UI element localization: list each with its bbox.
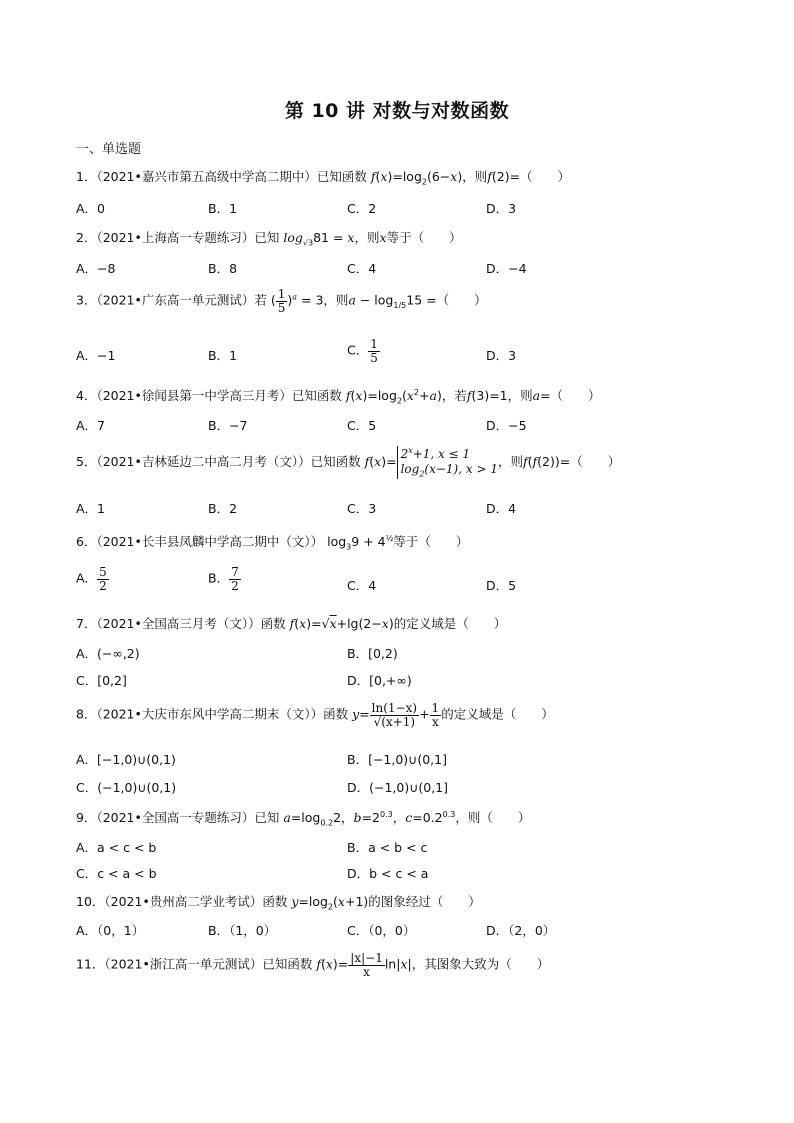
option: D．3 — [486, 201, 517, 216]
question-stem: 9．（2021•全国高一专题练习）已知 — [76, 810, 280, 825]
option: B．1 — [208, 201, 238, 216]
question-stem: 5．（2021•吉林延边二中高二月考（文））已知函数 — [76, 454, 361, 470]
question-8: 8．（2021•大庆市东风中学高二期末（文））函数 y= $\frac{\ln(1-x)}{√(x+1)}$ + $\frac{1}{x}$ 的定义域是（ ） — [76, 701, 554, 729]
option: C．（0，0） — [347, 923, 416, 938]
option: D．b < c < a — [347, 866, 429, 881]
question-4: 4．（2021•徐闻县第一中学高三月考）已知函数 $f(x)=\log_2(x^2+a)$，若f(3)=1，则a=（ ） — [76, 387, 601, 406]
option: A．0 — [76, 201, 106, 216]
question-stem: 3．（2021•广东高一单元测试）若 — [76, 292, 267, 308]
question-stem: 8．（2021•大庆市东风中学高二期末（文））函数 — [76, 706, 349, 722]
question-5: 5．（2021•吉林延边二中高二月考（文））已知函数 f(x)= $2^x+1$, x ≤ 1 $\log_2(x-1)$, x > 1 ，则f(f(2))=（ ） — [76, 446, 621, 479]
option: C．5 — [347, 418, 377, 433]
option: C．[0,2] — [76, 673, 127, 688]
option: B． $\frac{7}{2}$ — [208, 565, 239, 593]
option: D．3 — [486, 348, 517, 363]
option: C．4 — [347, 578, 377, 593]
question-3: 3．（2021•广东高一单元测试）若 ( $\frac{1}{5}$ )$^a$ = 3，则$a - \log_{1/5}15$ =（ ） — [76, 287, 487, 315]
option: B．2 — [208, 501, 238, 516]
question-stem: 1．（2021•嘉兴市第五高级中学高二期中）已知函数 — [76, 169, 367, 184]
option: B．8 — [208, 261, 238, 276]
question-stem: 4．（2021•徐闻县第一中学高三月考）已知函数 — [76, 388, 342, 403]
option: D．(−1,0)∪(0,1] — [347, 780, 449, 795]
question-stem: 10．（2021•贵州高二学业考试）函数 — [76, 894, 288, 909]
option: C．2 — [347, 201, 377, 216]
option: D．4 — [486, 501, 517, 516]
question-6: 6．（2021•长丰县凤麟中学高二期中（文）） $\log_39 + 4^{\frac{1}{2}}$等于（ ） — [76, 533, 469, 552]
question-9: 9．（2021•全国高一专题练习）已知 $a=\log_{0.2}2$，$b=2^{0.3}$，$c=0.2^{0.3}$，则（ ） — [76, 809, 531, 828]
question-stem: 11．（2021•浙江高一单元测试）已知函数 — [76, 956, 313, 972]
option: B．−7 — [208, 418, 248, 433]
option: C．4 — [347, 261, 377, 276]
option: D．（2，0） — [486, 923, 556, 938]
option: D．[0,+∞) — [347, 673, 412, 688]
option: C．c < a < b — [76, 866, 157, 881]
option: A．−1 — [76, 348, 116, 363]
option: B．[0,2) — [347, 646, 398, 661]
option: D．−4 — [486, 261, 527, 276]
option: B．a < b < c — [347, 840, 428, 855]
option: C．3 — [347, 501, 377, 516]
question-stem: 7．（2021•全国高三月考（文））函数 — [76, 616, 286, 631]
option: A．[−1,0)∪(0,1) — [76, 752, 176, 767]
question-stem: 2．（2021•上海高一专题练习）已知 — [76, 230, 280, 245]
option: C．(−1,0)∪(0,1) — [76, 780, 177, 795]
question-10: 10．（2021•贵州高二学业考试）函数 $y=\log_2(x+1)$的图象经过（ ） — [76, 894, 481, 912]
option: D．−5 — [486, 418, 527, 433]
option: A．a < c < b — [76, 840, 157, 855]
option: A．(−∞,2) — [76, 646, 140, 661]
page-title: 第 10 讲 对数与对数函数 — [284, 100, 510, 122]
option: A．1 — [76, 501, 106, 516]
math-expression: f — [370, 169, 376, 184]
question-11: 11．（2021•浙江高一单元测试）已知函数 f(x)= $\frac{|x|-1}{x}$ ln|x|，其图象大致为（ ） — [76, 951, 550, 979]
question-7: 7．（2021•全国高三月考（文））函数 f(x)=√x+lg(2−x)的定义域是（ ） — [76, 616, 507, 631]
question-stem: 6．（2021•长丰县凤麟中学高二期中（文）） — [76, 534, 324, 549]
option: A．−8 — [76, 261, 116, 276]
option: C． $\frac{1}{5}$ — [347, 337, 378, 365]
option: A．（0，1） — [76, 923, 145, 938]
question-2: 2．（2021•上海高一专题练习）已知 $\log_{√3}81 = x$，则x等于（ ） — [76, 230, 462, 248]
question-1: 1．（2021•嘉兴市第五高级中学高二期中）已知函数 $f(x)=\log_2(6-x)$，则f(2)=（ ） — [76, 169, 571, 187]
option: B．1 — [208, 348, 238, 363]
section-heading: 一、单选题 — [76, 142, 142, 157]
option: A．7 — [76, 418, 106, 433]
option: B．[−1,0)∪(0,1] — [347, 752, 447, 767]
option: D．5 — [486, 578, 517, 593]
option: A． $\frac{5}{2}$ — [76, 565, 107, 593]
option: B．（1，0） — [208, 923, 277, 938]
